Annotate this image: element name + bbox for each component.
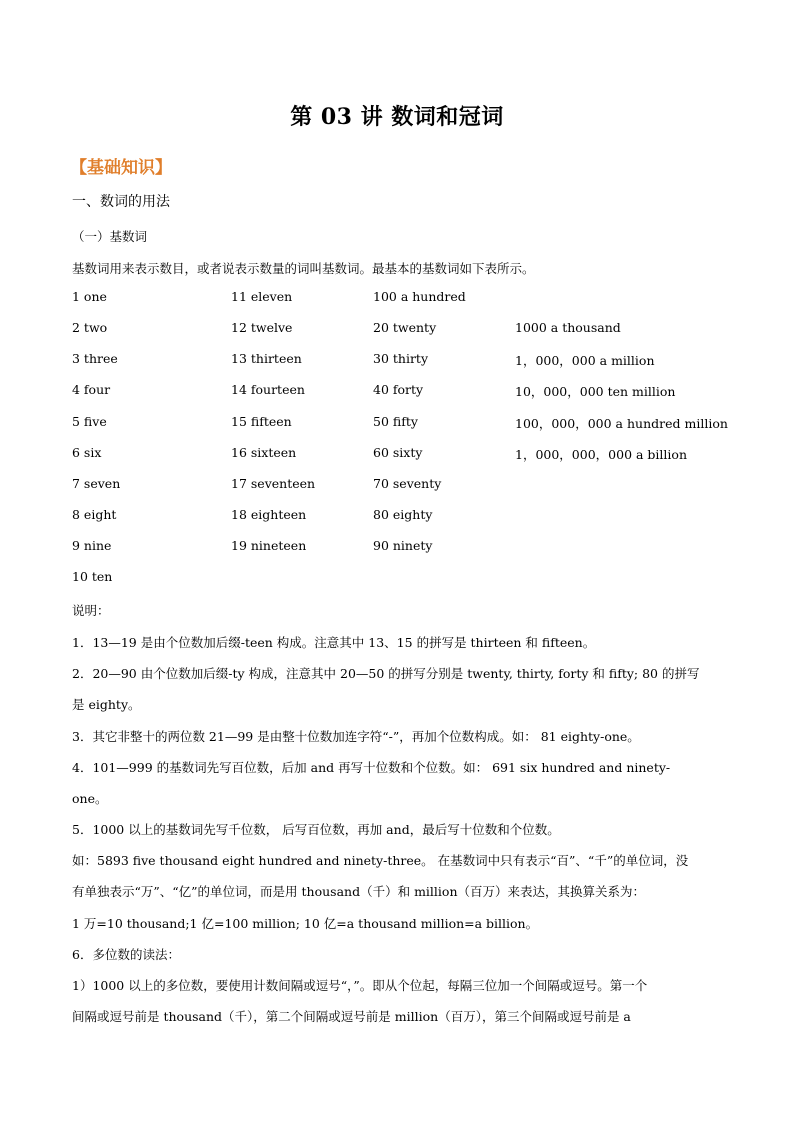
table-cell: 50 fifty bbox=[373, 414, 418, 429]
table-row bbox=[72, 289, 732, 309]
table-cell: 1，000，000 a million bbox=[515, 353, 655, 368]
note-5: 5．1000 以上的基数词先写千位数， 后写百位数，再加 and，最后写十位数和个位数。 bbox=[72, 822, 560, 837]
table-row bbox=[72, 382, 732, 402]
note-6: 6．多位数的读法： bbox=[72, 947, 180, 962]
table-row bbox=[72, 351, 732, 371]
table-cell: 1，000，000，000 a billion bbox=[515, 447, 687, 462]
note-1: 1．13—19 是由个位数加后缀-teen 构成。注意其中 13、15 的拼写是 thirteen 和 fifteen。 bbox=[72, 635, 596, 650]
table-cell: 30 thirty bbox=[373, 351, 429, 366]
note-3: 3．其它非整十的两位数 21—99 是由整十位数加连字符“-”，再加个位数构成。如： 81 eighty-one。 bbox=[72, 729, 640, 744]
table-cell: 100 a hundred bbox=[373, 289, 466, 304]
page-title: 第 03 讲 数词和冠词 bbox=[290, 104, 504, 130]
note-5-line3: 1 万=10 thousand;1 亿=100 million; 10 亿=a thousand million=a billion。 bbox=[72, 916, 539, 931]
table-row bbox=[72, 445, 732, 465]
table-row bbox=[72, 320, 732, 340]
table-row bbox=[72, 476, 732, 496]
note-5-line2: 有单独表示“万”、“亿”的单位词，而是用 thousand（千）和 million（百万）来表达，其换算关系为： bbox=[72, 884, 645, 899]
table-cell: 7 seven bbox=[72, 476, 121, 491]
table-cell: 10，000，000 ten million bbox=[515, 384, 676, 399]
table-cell: 12 twelve bbox=[231, 320, 293, 335]
table-cell: 90 ninety bbox=[373, 538, 433, 553]
table-cell: 6 six bbox=[72, 445, 102, 460]
note-6-line2: 间隔或逗号前是 thousand（千），第二个间隔或逗号前是 million（百万），第三个间隔或逗号前是 a bbox=[72, 1009, 631, 1024]
table-cell: 4 four bbox=[72, 382, 111, 397]
table-cell: 3 three bbox=[72, 351, 118, 366]
table-cell: 18 eighteen bbox=[231, 507, 307, 522]
heading-numerals-usage: 一、数词的用法 bbox=[72, 194, 170, 210]
table-cell: 100，000，000 a hundred million bbox=[515, 416, 728, 431]
table-cell: 5 five bbox=[72, 414, 107, 429]
note-4-line1: 4．101—999 的基数词先写百位数，后加 and 再写十位数和个位数。如： 691 six hundred and ninety- bbox=[72, 760, 671, 775]
table-cell: 1 one bbox=[72, 289, 107, 304]
note-5-example: 如：5893 five thousand eight hundred and ninety-three。 在基数词中只有表示“百”、“千”的单位词，没 bbox=[72, 853, 689, 868]
note-2-line2: 是 eighty。 bbox=[72, 697, 141, 712]
table-cell: 14 fourteen bbox=[231, 382, 305, 397]
table-cell: 40 forty bbox=[373, 382, 424, 397]
intro-paragraph: 基数词用来表示数目，或者说表示数量的词叫基数词。最基本的基数词如下表所示。 bbox=[72, 261, 535, 276]
table-row bbox=[72, 538, 732, 558]
table-cell: 13 thirteen bbox=[231, 351, 302, 366]
table-cell: 20 twenty bbox=[373, 320, 437, 335]
table-cell: 9 nine bbox=[72, 538, 112, 553]
table-cell: 17 seventeen bbox=[231, 476, 316, 491]
table-row bbox=[72, 414, 732, 434]
table-cell: 16 sixteen bbox=[231, 445, 297, 460]
table-cell: 2 two bbox=[72, 320, 108, 335]
table-cell: 11 eleven bbox=[231, 289, 293, 304]
note-2-line1: 2．20—90 由个位数加后缀-ty 构成，注意其中 20—50 的拼写分别是 twenty, thirty, forty 和 fifty; 80 的拼写 bbox=[72, 666, 700, 681]
table-cell: 60 sixty bbox=[373, 445, 423, 460]
table-cell: 10 ten bbox=[72, 569, 113, 584]
table-cell: 8 eight bbox=[72, 507, 117, 522]
note-6-line1: 1）1000 以上的多位数，要使用计数间隔或逗号“，”。即从个位起，每隔三位加一个间隔或逗号。第一个 bbox=[72, 978, 648, 993]
heading-cardinal-numbers: （一）基数词 bbox=[72, 229, 148, 244]
note-4-line2: one。 bbox=[72, 791, 108, 806]
table-cell: 1000 a thousand bbox=[515, 320, 621, 335]
table-row bbox=[72, 507, 732, 527]
notes-label: 说明： bbox=[72, 603, 110, 618]
section-tag: 【基础知识】 bbox=[70, 158, 172, 178]
table-row bbox=[72, 569, 732, 589]
table-cell: 15 fifteen bbox=[231, 414, 292, 429]
table-cell: 80 eighty bbox=[373, 507, 433, 522]
table-cell: 19 nineteen bbox=[231, 538, 307, 553]
table-cell: 70 seventy bbox=[373, 476, 442, 491]
